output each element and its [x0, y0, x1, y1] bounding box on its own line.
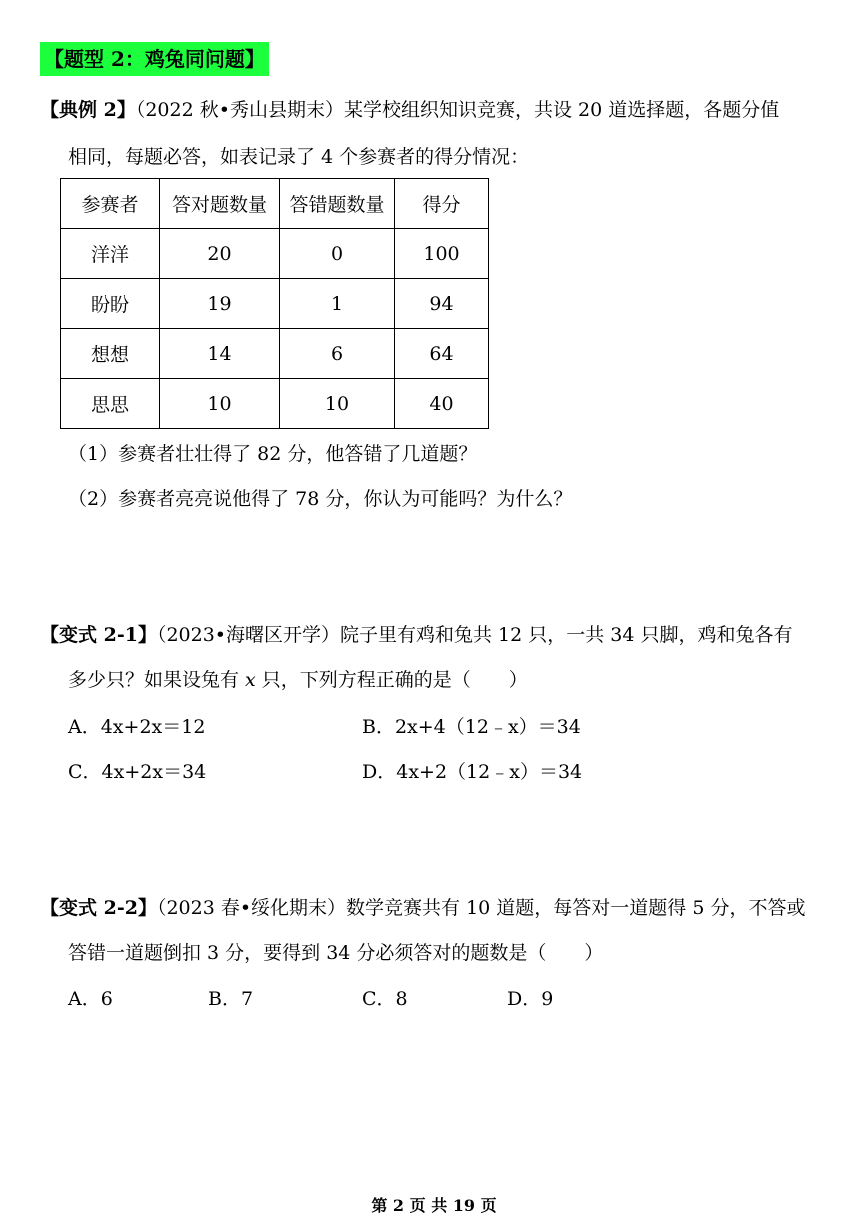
table-cell: 94	[395, 279, 489, 329]
table-cell: 6	[280, 329, 395, 379]
table-cell: 14	[160, 329, 280, 379]
table-header: 得分	[395, 179, 489, 229]
variant2-lead: 【变式 2-2】	[40, 897, 157, 919]
variable-x: x	[245, 669, 256, 691]
table-header: 参赛者	[61, 179, 160, 229]
variant1-line-2	[68, 667, 528, 693]
question-1: （1）参赛者壮壮得了 82 分，他答错了几道题？	[68, 443, 478, 465]
table-cell: 10	[280, 379, 395, 429]
variant1-option-a: A．4x+2x＝12	[68, 716, 206, 738]
variant1-option-b: B．2x+4（12﹣x）＝34	[362, 716, 581, 738]
section-tag: 【题型 2：鸡兔同问题】	[40, 42, 269, 76]
variant1-lead: 【变式 2-1】	[40, 624, 157, 646]
table-cell: 0	[280, 229, 395, 279]
question-2: （2）参赛者亮亮说他得了 78 分，你认为可能吗？为什么？	[68, 488, 573, 510]
variant2-line-1	[40, 895, 805, 921]
variant2-option-d: D．9	[507, 988, 554, 1010]
page-footer: 第 2 页 共 19 页	[371, 1196, 497, 1215]
table-cell: 40	[395, 379, 489, 429]
table-cell: 1	[280, 279, 395, 329]
table-cell: 10	[160, 379, 280, 429]
variant1-option-d: D．4x+2（12﹣x）＝34	[362, 761, 583, 783]
table-header-row	[61, 179, 489, 229]
example-text-1: （2022 秋•秀山县期末）某学校组织知识竞赛，共设 20 道选择题，各题分值	[135, 99, 780, 121]
variant1-text-1: （2023•海曙区开学）院子里有鸡和兔共 12 只，一共 34 只脚，鸡和兔各有	[156, 624, 793, 646]
example-line-2: 相同，每题必答，如表记录了 4 个参赛者的得分情况：	[68, 146, 530, 168]
variant2-option-b: B．7	[208, 988, 254, 1010]
table-row	[61, 279, 489, 329]
table-row	[61, 329, 489, 379]
table-cell: 19	[160, 279, 280, 329]
table-header: 答错题数量	[280, 179, 395, 229]
variant1-option-c: C．4x+2x＝34	[68, 761, 207, 783]
table-cell: 洋洋	[61, 229, 160, 279]
variant1-text-2a: 多少只？如果设兔有	[68, 669, 246, 691]
table-cell: 思思	[61, 379, 160, 429]
variant2-option-c: C．8	[362, 988, 408, 1010]
table-cell: 64	[395, 329, 489, 379]
example-line-1	[40, 97, 779, 123]
table-row	[61, 379, 489, 429]
table-cell: 想想	[61, 329, 160, 379]
variant2-line-2: 答错一道题倒扣 3 分，要得到 34 分必须答对的题数是（ ）	[68, 942, 604, 964]
variant1-text-2b: 只，下列方程正确的是（ ）	[255, 669, 528, 691]
table-cell: 20	[160, 229, 280, 279]
example-lead: 【典例 2】	[40, 99, 136, 121]
score-table	[60, 178, 489, 429]
table-cell: 盼盼	[61, 279, 160, 329]
table-cell: 100	[395, 229, 489, 279]
variant2-text-1: （2023 春•绥化期末）数学竞赛共有 10 道题，每答对一道题得 5 分，不答或	[156, 897, 806, 919]
table-row	[61, 229, 489, 279]
variant1-line-1	[40, 622, 793, 648]
variant2-option-a: A．6	[68, 988, 113, 1010]
table-header: 答对题数量	[160, 179, 280, 229]
